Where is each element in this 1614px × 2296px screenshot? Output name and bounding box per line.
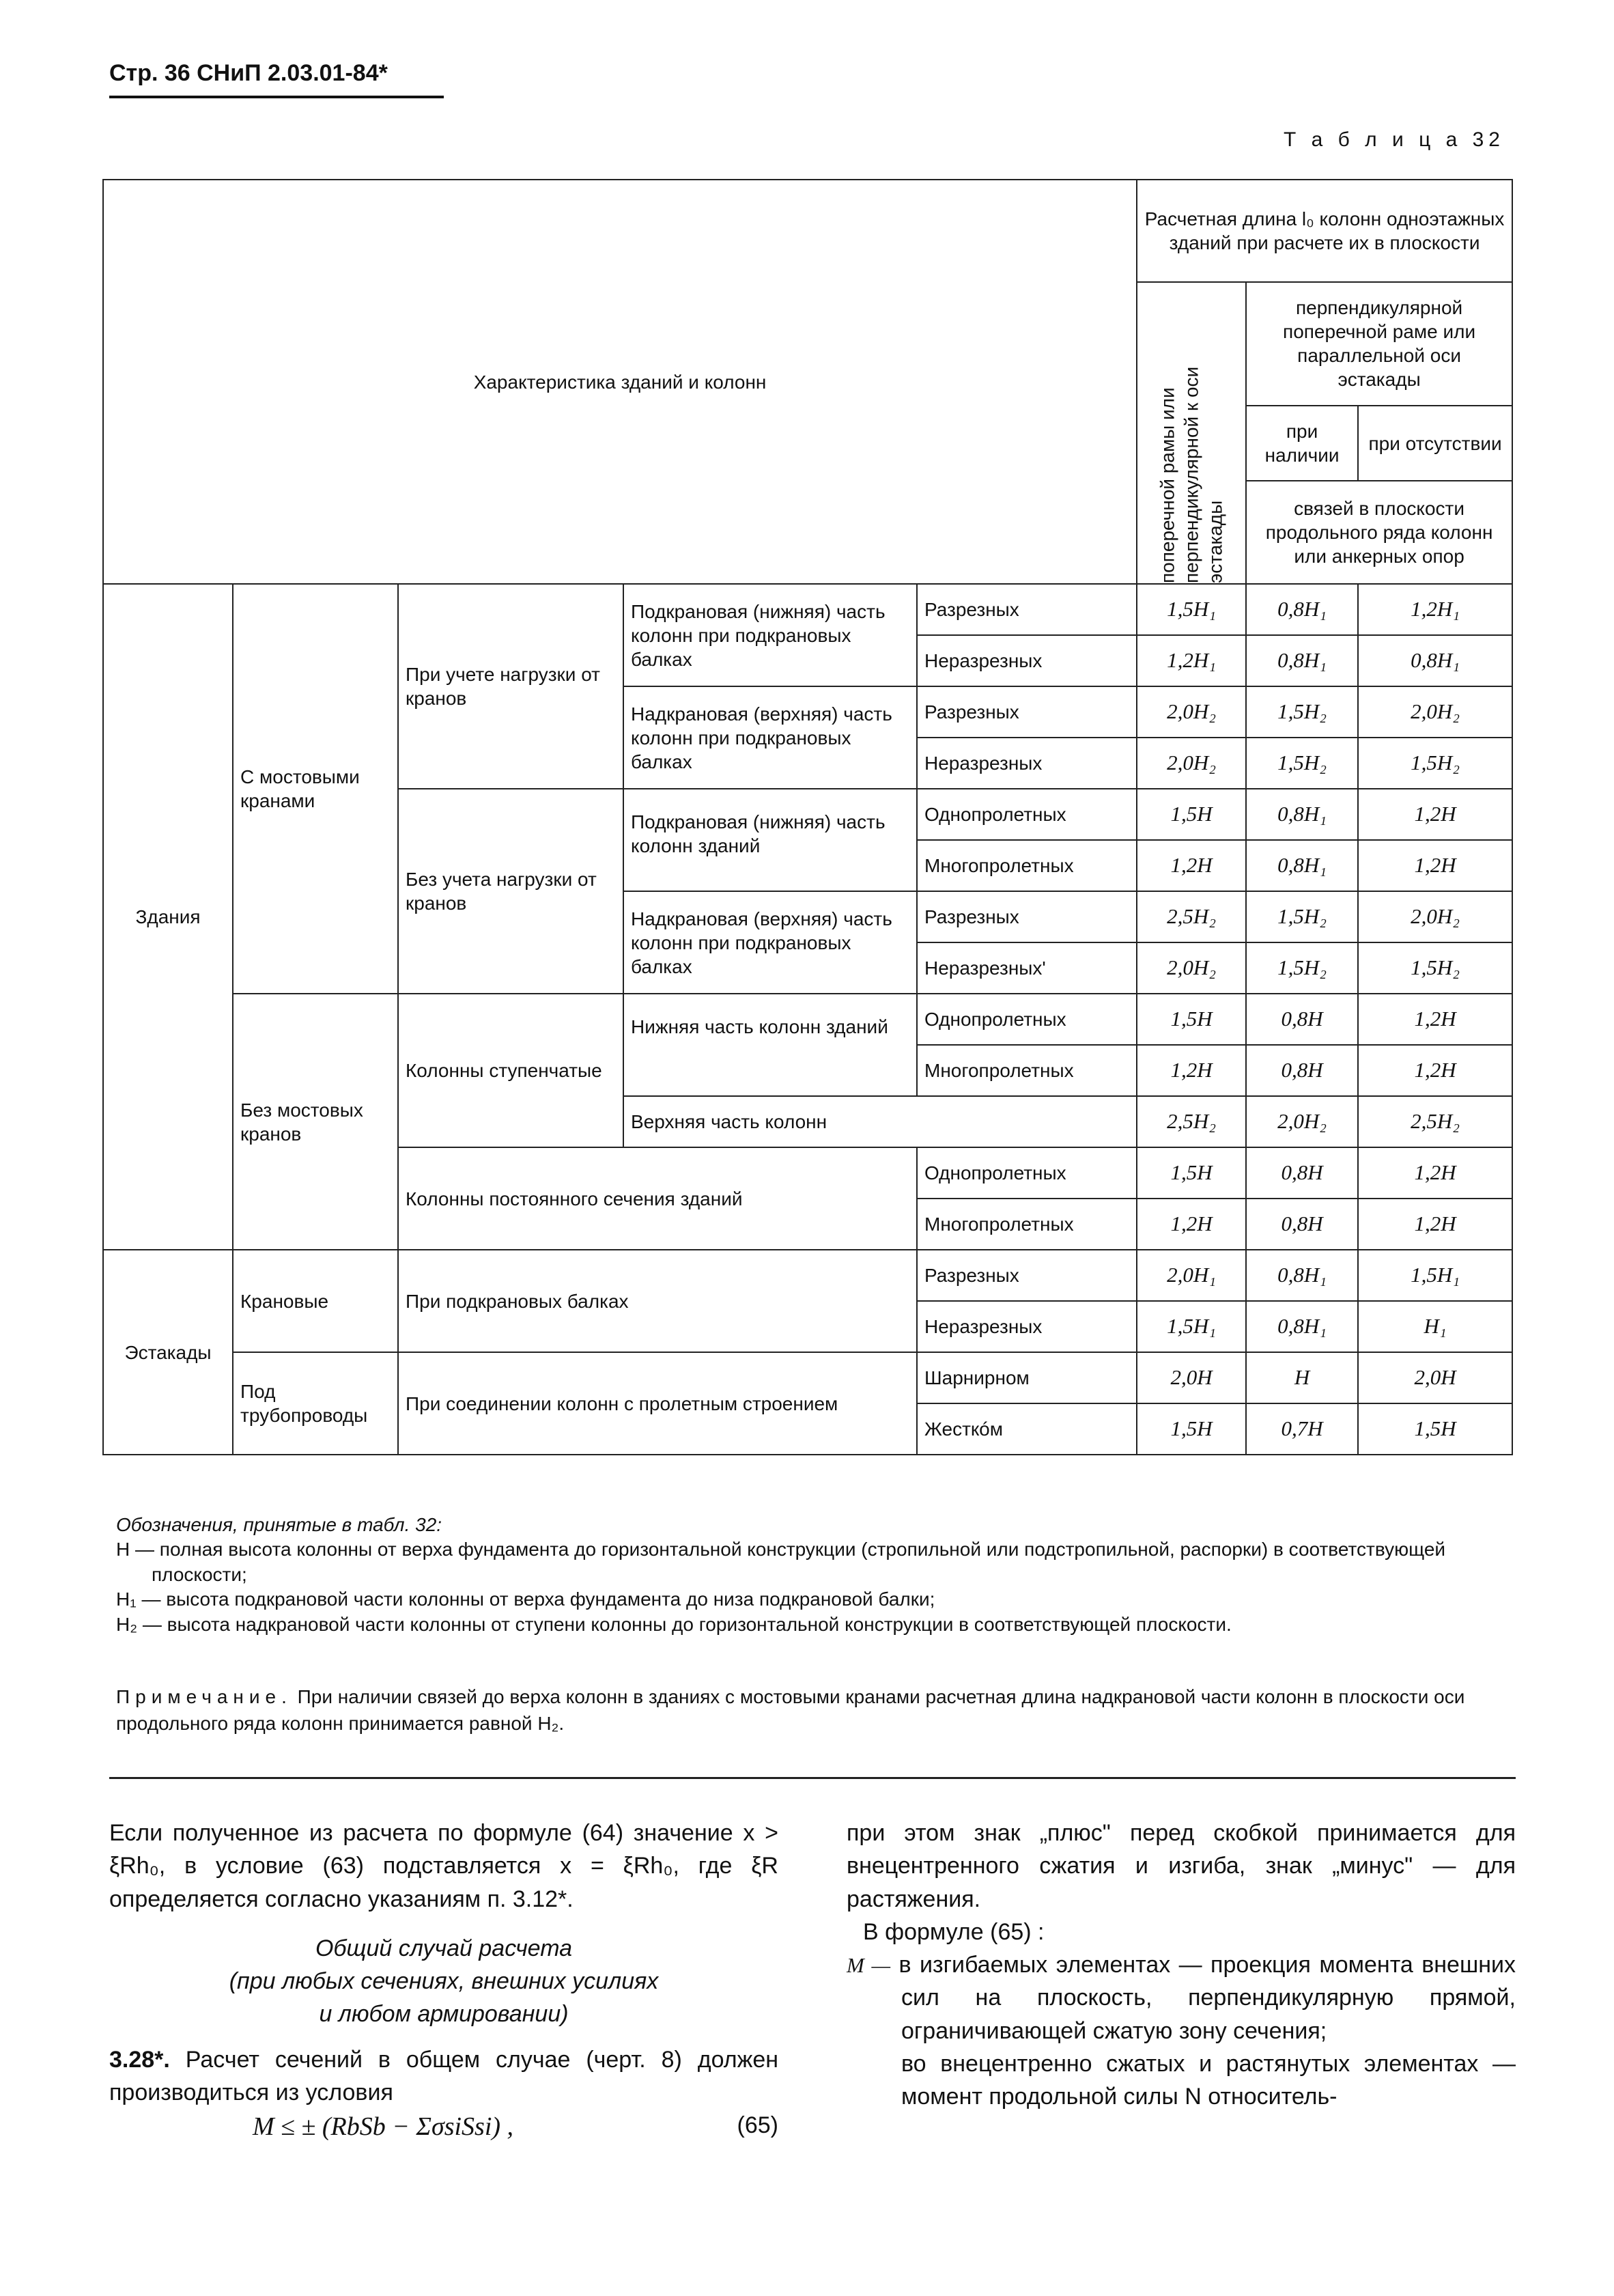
value-cell: 2,0H₂: [1358, 891, 1512, 942]
part-upper-with-beams-2: Надкрановая (верхняя) часть колонн при подкрановых балках: [623, 891, 917, 994]
group-without-cranes: Без мостовых кранов: [233, 994, 398, 1250]
header-transverse-text: поперечной рамы или перпендикулярной к оси эстакады: [1157, 366, 1226, 583]
right-column: [847, 1817, 1516, 2113]
paragraph-sign-rule: при этом знак „плюс" перед скобкой принимается для внецентренного сжатия и изгиба, знак „минус" — для растяжения.: [847, 1820, 1516, 1912]
value-cell: H₁: [1358, 1301, 1512, 1352]
type-multi-span: Многопролетных: [917, 840, 1137, 891]
value-cell: 2,0H₂: [1246, 1096, 1358, 1147]
type-multi-span: Многопролетных: [917, 1045, 1137, 1096]
definition-m-continued: во внецентренно сжатых и растянутых элементах — момент продольной силы N относитель-: [901, 2050, 1516, 2110]
value-cell: 2,0H: [1137, 1352, 1246, 1403]
type-continuous: Неразрезных: [917, 635, 1137, 686]
value-cell: H: [1246, 1352, 1358, 1403]
section-heading: [109, 1932, 778, 2031]
note-text: При наличии связей до верха колонн в зданиях с мостовыми кранами расчетная длина надкрановой части колонн в плоскости оси продольного ряда колонн принимается равной H₂.: [116, 1686, 1465, 1735]
section-heading-line: (при любых сечениях, внешних усилиях: [229, 1968, 659, 1995]
value-cell: 1,5H₁: [1137, 584, 1246, 635]
type-split: Разрезных: [917, 686, 1137, 738]
definition-m-text: в изгибаемых элементах — проекция момента внешних сил на плоскость, перпендикулярную прямой, ограничивающей сжатую зону сечения;: [898, 1952, 1516, 2044]
value-cell: 1,5H: [1137, 1403, 1246, 1455]
value-cell: 0,8H: [1246, 1147, 1358, 1199]
type-split: Разрезных: [917, 891, 1137, 942]
clause-number: 3.28*.: [109, 2046, 170, 2073]
legend-item-h1: H₁ — высота подкрановой части колонны от верха фундамента до низа подкрановой балки;: [116, 1588, 935, 1610]
value-cell: 1,5H₂: [1246, 942, 1358, 994]
group-with-cranes: С мостовыми кранами: [233, 584, 398, 994]
type-split: Разрезных: [917, 584, 1137, 635]
group-pipe-overpass: Под трубопроводы: [233, 1352, 398, 1455]
value-cell: 2,0H₂: [1358, 686, 1512, 738]
value-cell: 1,5H: [1137, 789, 1246, 840]
table-note: [116, 1683, 1509, 1737]
table-legend: [116, 1513, 1509, 1637]
legend-item-h: H — полная высота колонны от верха фундамента до горизонтальной конструкции (стропильной или подстропильной, распорки) в соответствующей плоскости;: [116, 1539, 1446, 1585]
value-cell: 0,7H: [1246, 1403, 1358, 1455]
value-cell: 0,8H₁: [1246, 1250, 1358, 1301]
subgroup-with-crane-load: При учете нагрузки от кранов: [398, 584, 623, 789]
page-header: Стр. 36 СНиП 2.03.01-84*: [109, 60, 388, 86]
value-cell: 1,2H: [1358, 994, 1512, 1045]
subgroup-under-crane-beams: При подкрановых балках: [398, 1250, 917, 1352]
value-cell: 1,5H₁: [1137, 1301, 1246, 1352]
formula-65: [109, 2109, 778, 2146]
note-label: Примечание.: [116, 1686, 292, 1707]
type-single-span: Однопролетных: [917, 1147, 1137, 1199]
value-cell: 0,8H₁: [1358, 635, 1512, 686]
value-cell: 0,8H₁: [1246, 789, 1358, 840]
value-cell: 0,8H₁: [1246, 635, 1358, 686]
formula-number: (65): [737, 2112, 778, 2139]
header-characteristic: Характеристика зданий и колонн: [103, 180, 1137, 584]
value-cell: 1,5H₂: [1246, 686, 1358, 738]
value-cell: 1,5H: [1137, 994, 1246, 1045]
group-overpasses: Эстакады: [103, 1250, 233, 1455]
subgroup-pipe-joint: При соединении колонн с пролетным строением: [398, 1352, 917, 1455]
type-hinged: Шарнирном: [917, 1352, 1137, 1403]
group-buildings: Здания: [103, 584, 233, 1250]
value-cell: 1,5H₂: [1246, 891, 1358, 942]
subgroup-constant-columns: Колонны постоянного сечения зданий: [398, 1147, 917, 1250]
value-cell: 2,0H₂: [1137, 942, 1246, 994]
value-cell: 1,5H₁: [1358, 1250, 1512, 1301]
header-perpendicular-plane: перпендикулярной поперечной раме или параллельной оси эстакады: [1246, 282, 1512, 406]
value-cell: 1,2H₁: [1358, 584, 1512, 635]
paragraph-formula-ref: В формуле (65) :: [863, 1918, 1045, 1945]
part-upper: Верхняя часть колонн: [623, 1096, 1137, 1147]
clause-text: Расчет сечений в общем случае (черт. 8) должен производиться из условия: [109, 2046, 779, 2105]
value-cell: 1,2H: [1137, 1045, 1246, 1096]
value-cell: 2,5H₂: [1358, 1096, 1512, 1147]
value-cell: 2,0H₂: [1137, 738, 1246, 789]
value-cell: 1,2H: [1137, 1199, 1246, 1250]
section-heading-line: Общий случай расчета: [315, 1935, 573, 1961]
part-lower: Нижняя часть колонн зданий: [623, 994, 917, 1096]
value-cell: 1,2H: [1358, 1045, 1512, 1096]
group-crane-overpass: Крановые: [233, 1250, 398, 1352]
value-cell: 1,5H₂: [1358, 738, 1512, 789]
value-cell: 1,5H: [1137, 1147, 1246, 1199]
section-divider: [109, 1777, 1516, 1779]
subgroup-without-crane-load: Без учета нагрузки от кранов: [398, 789, 623, 994]
value-cell: 2,0H₁: [1137, 1250, 1246, 1301]
part-upper-with-beams: Надкрановая (верхняя) часть колонн при подкрановых балках: [623, 686, 917, 789]
type-continuous: Неразрезных: [917, 738, 1137, 789]
type-multi-span: Многопролетных: [917, 1199, 1137, 1250]
subgroup-stepped-columns: Колонны ступенчатые: [398, 994, 623, 1147]
header-transverse-plane: [1137, 282, 1246, 584]
type-single-span: Однопролетных: [917, 994, 1137, 1045]
value-cell: 1,5H: [1358, 1403, 1512, 1455]
value-cell: 0,8H: [1246, 1199, 1358, 1250]
type-split: Разрезных: [917, 1250, 1137, 1301]
type-rigid: Жесткóм: [917, 1403, 1137, 1455]
value-cell: 0,8H₁: [1246, 1301, 1358, 1352]
value-cell: 1,2H: [1358, 840, 1512, 891]
header-without-ties: при отсутствии: [1358, 406, 1512, 481]
value-cell: 2,5H₂: [1137, 1096, 1246, 1147]
effective-length-table: [102, 179, 1513, 1455]
value-cell: 1,5H₂: [1358, 942, 1512, 994]
symbol-m: M —: [847, 1953, 891, 1978]
value-cell: 0,8H₁: [1246, 840, 1358, 891]
value-cell: 1,2H: [1358, 789, 1512, 840]
value-cell: 2,0H: [1358, 1352, 1512, 1403]
type-continuous: Неразрезных: [917, 1301, 1137, 1352]
part-lower-building: Подкрановая (нижняя) часть колонн зданий: [623, 789, 917, 891]
left-column: [109, 1817, 778, 2146]
value-cell: 1,5H₂: [1246, 738, 1358, 789]
value-cell: 2,5H₂: [1137, 891, 1246, 942]
value-cell: 0,8H: [1246, 994, 1358, 1045]
header-effective-length: Расчетная длина l₀ колонн одноэтажных зданий при расчете их в плоскости: [1137, 180, 1512, 282]
part-lower-with-beams: Подкрановая (нижняя) часть колонн при подкрановых балках: [623, 584, 917, 686]
value-cell: 1,2H₁: [1137, 635, 1246, 686]
formula-text: M ≤ ± (RbSb − ΣσsiSsi) ,: [253, 2112, 514, 2142]
value-cell: 1,2H: [1358, 1147, 1512, 1199]
value-cell: 1,2H: [1358, 1199, 1512, 1250]
type-continuous-marked: Неразрезных': [917, 942, 1137, 994]
legend-item-h2: H₂ — высота надкрановой части колонны от ступени колонны до горизонтальной конструкции в соответствующей плоскости.: [116, 1613, 1232, 1635]
header-ties-plane: связей в плоскости продольного ряда колонн или анкерных опор: [1246, 481, 1512, 584]
value-cell: 1,2H: [1137, 840, 1246, 891]
header-with-ties: при наличии: [1246, 406, 1358, 481]
value-cell: 0,8H: [1246, 1045, 1358, 1096]
table-label: Т а б л и ц а 32: [1283, 128, 1505, 151]
section-heading-line: и любом армировании): [319, 2001, 569, 2028]
paragraph-3-28: [109, 2043, 778, 2110]
value-cell: 0,8H₁: [1246, 584, 1358, 635]
type-single-span: Однопролетных: [917, 789, 1137, 840]
header-underline: [109, 96, 444, 98]
legend-title: Обозначения, принятые в табл. 32:: [116, 1514, 442, 1535]
paragraph-formula-64: Если полученное из расчета по формуле (64) значение x > ξRh₀, в условие (63) подставляется x = ξRh₀, где ξR определяется согласно указаниям п. 3.12*.: [109, 1820, 778, 1912]
value-cell: 2,0H₂: [1137, 686, 1246, 738]
definition-m: [847, 1948, 1516, 2047]
